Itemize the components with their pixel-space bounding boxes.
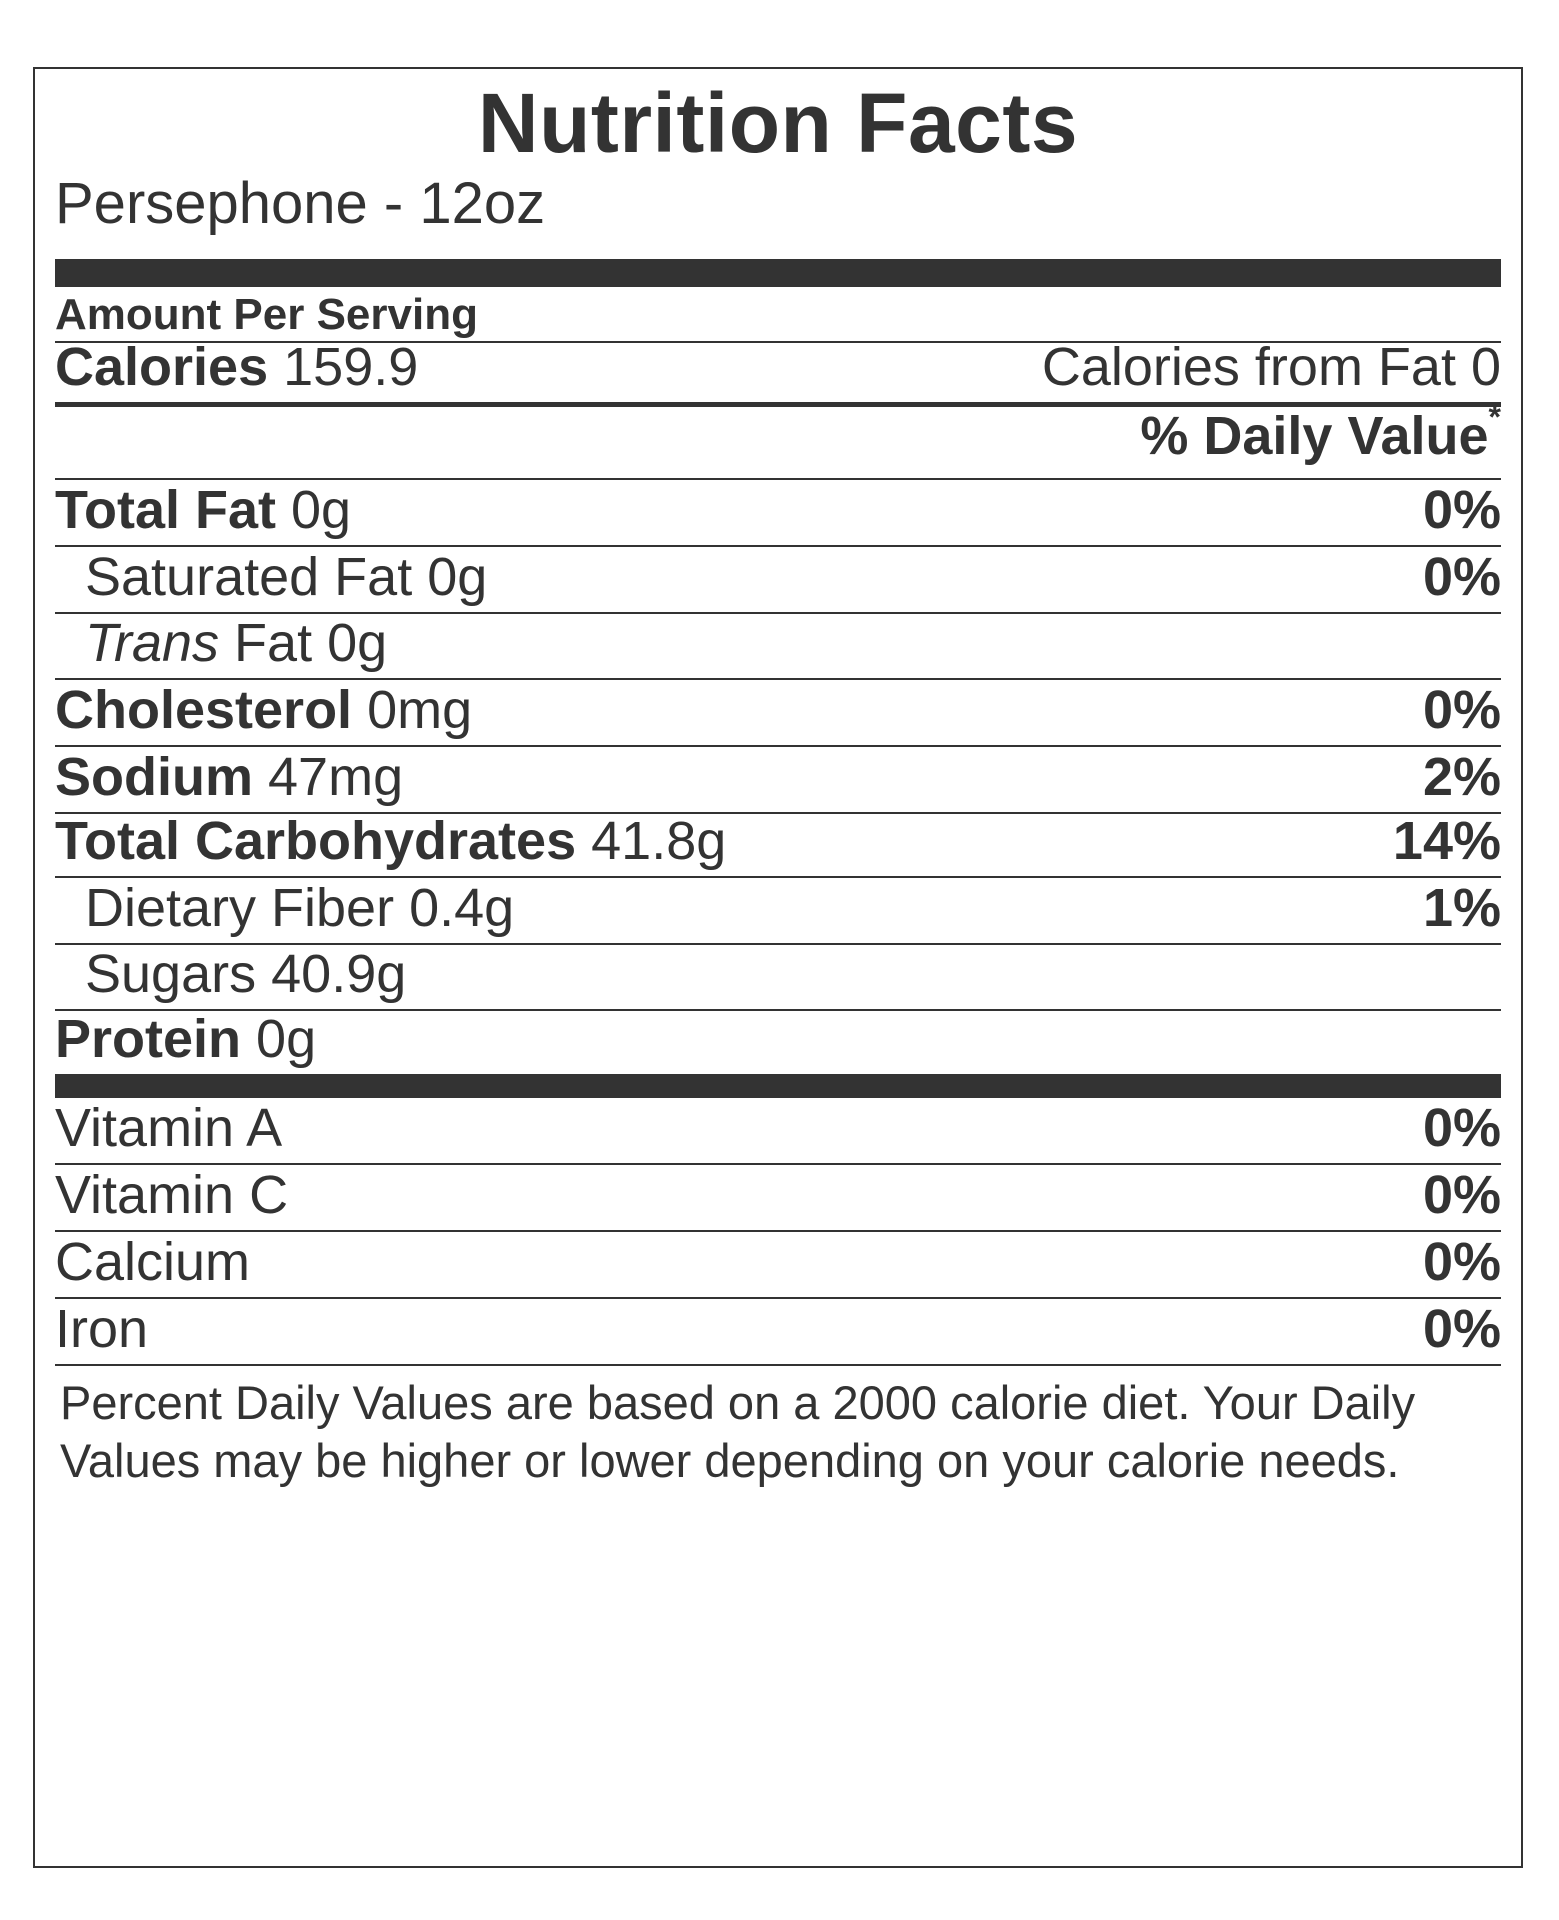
- nutrient-sugars: [85, 944, 407, 1004]
- nutrient-total-fat: [55, 480, 352, 540]
- thick-divider-vitamins: [55, 1074, 1501, 1098]
- nutrient-total-carbohydrates: [55, 811, 727, 871]
- nutrient-dv: 0%: [1422, 480, 1501, 540]
- nutrient-trans-fat: [85, 613, 388, 673]
- vitamin-row-vitamin-c: [55, 1165, 1501, 1232]
- vitamin-dv: 0%: [1422, 1165, 1501, 1225]
- calories-value: 159.9: [283, 337, 419, 397]
- nutrient-name: Total Fat: [55, 480, 276, 540]
- nutrient-amount: 0.4g: [409, 878, 515, 938]
- nutrient-row-total-carbohydrates: [55, 811, 1501, 878]
- nutrient-name: Cholesterol: [55, 680, 353, 740]
- vitamin-row-iron: [55, 1299, 1501, 1366]
- calories-label: Calories: [55, 337, 269, 397]
- nutrient-amount: 40.9g: [271, 944, 407, 1004]
- thick-divider: [55, 259, 1501, 287]
- vitamin-row-vitamin-a: [55, 1098, 1501, 1165]
- vitamin-dv: 0%: [1422, 1098, 1501, 1158]
- calories-row: [55, 337, 1501, 407]
- label-title: Nutrition Facts: [477, 76, 1079, 170]
- nutrient-dv: 1%: [1422, 878, 1501, 938]
- calories-from-fat: Calories from Fat 0: [1041, 337, 1501, 397]
- vitamin-name: Iron: [55, 1299, 149, 1359]
- amount-per-serving: Amount Per Serving: [55, 290, 478, 339]
- nutrient-row-cholesterol: [55, 680, 1501, 747]
- nutrient-protein: [55, 1009, 317, 1069]
- vitamin-dv: 0%: [1422, 1299, 1501, 1359]
- nutrient-amount: 0g: [256, 1009, 317, 1069]
- nutrition-label: [33, 67, 1523, 1868]
- vitamin-name: Vitamin A: [55, 1098, 283, 1158]
- nutrient-name: Protein: [55, 1009, 242, 1069]
- nutrient-amount: 41.8g: [591, 811, 727, 871]
- nutrient-dietary-fiber: [85, 878, 515, 938]
- nutrient-name: Saturated Fat: [85, 547, 413, 607]
- nutrient-cholesterol: [55, 680, 473, 740]
- daily-value-header-text: % Daily Value: [1140, 406, 1489, 466]
- daily-value-footnote: Percent Daily Values are based on a 2000 calorie diet. Your Daily Values may be higher or lower depending on your calorie needs.: [60, 1376, 1416, 1487]
- vitamin-name: Vitamin C: [55, 1165, 289, 1225]
- nutrient-name: Fat: [234, 613, 313, 673]
- nutrient-name: Dietary Fiber: [85, 878, 395, 938]
- nutrient-dv: 0%: [1422, 680, 1501, 740]
- nutrient-row-trans-fat: [55, 614, 1501, 680]
- daily-value-header: [1140, 399, 1501, 470]
- nutrient-name: Total Carbohydrates: [55, 811, 577, 871]
- nutrient-name: Sugars: [85, 944, 257, 1004]
- nutrient-row-sugars: [55, 945, 1501, 1011]
- nutrient-saturated-fat: [85, 547, 488, 607]
- nutrient-dv: 0%: [1422, 547, 1501, 607]
- product-name: Persephone - 12oz: [55, 171, 546, 236]
- nutrient-sodium: [55, 747, 404, 807]
- vitamin-name: Calcium: [55, 1232, 251, 1292]
- daily-value-marker: *: [1488, 399, 1501, 435]
- nutrient-amount: 0g: [291, 480, 352, 540]
- vitamin-dv: 0%: [1422, 1232, 1501, 1292]
- nutrient-row-sodium: [55, 747, 1501, 814]
- nutrient-amount: 0g: [427, 547, 488, 607]
- nutrient-name-italic: Trans: [85, 613, 220, 673]
- nutrition-label-content: [55, 69, 1501, 1490]
- nutrient-name: Sodium: [55, 747, 253, 807]
- nutrient-row-total-fat: [55, 480, 1501, 547]
- nutrient-amount: 0mg: [367, 680, 473, 740]
- nutrient-dv: 14%: [1392, 811, 1501, 871]
- nutrient-amount: 47mg: [268, 747, 404, 807]
- daily-value-header-row: [55, 399, 1501, 480]
- nutrient-dv: 2%: [1422, 747, 1501, 807]
- amount-per-serving-row: [55, 287, 1501, 343]
- vitamin-row-calcium: [55, 1232, 1501, 1299]
- nutrient-row-saturated-fat: [55, 547, 1501, 614]
- nutrient-row-protein: [55, 1011, 1501, 1074]
- calories: [55, 337, 419, 397]
- nutrient-amount: 0g: [327, 613, 388, 673]
- nutrient-row-dietary-fiber: [55, 878, 1501, 945]
